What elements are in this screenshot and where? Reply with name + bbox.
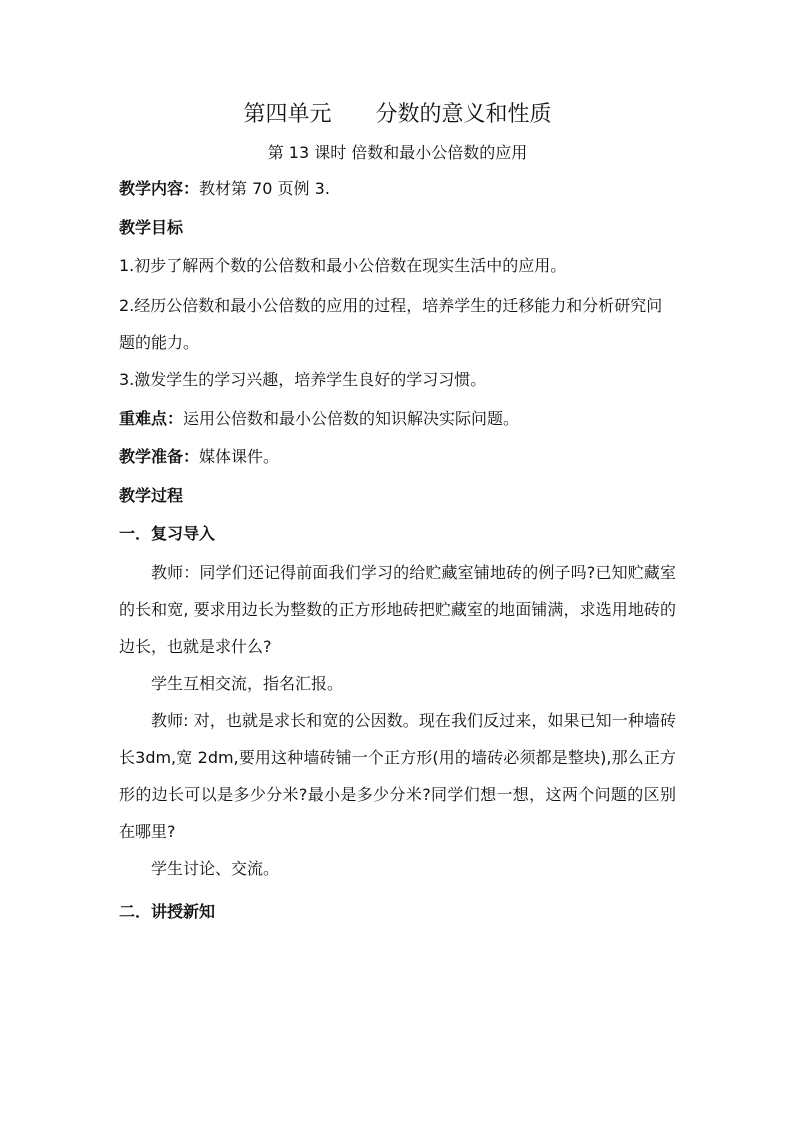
goal-item-3: 3.激发学生的学习兴趣，培养学生良好的学习习惯。 <box>119 370 487 389</box>
goal-item-1: 1.初步了解两个数的公倍数和最小公倍数在现实生活中的应用。 <box>119 256 567 275</box>
teaching-content <box>119 177 676 201</box>
goals-heading: 教学目标 <box>119 217 184 237</box>
section-review-body <box>119 554 676 887</box>
paragraph: 学生互相交流，指名汇报。 <box>151 674 344 693</box>
difficulty-text: 运用公倍数和最小公倍数的知识解决实际问题。 <box>183 408 520 428</box>
lesson-subtitle: 第 13 课时 倍数和最小公倍数的应用 <box>267 143 528 162</box>
difficulty <box>119 407 676 431</box>
preparation-text: 媒体课件。 <box>199 447 280 466</box>
paragraph: 教师: 对，也就是求长和宽的公因数。现在我们反过来，如果已知一种墙砖长3dm,宽 2dm,要用这种墙砖铺一个正方形(用的墙砖必须都是整块),那么正方形的边长可以是多少分米?最小是多少分米?同学们想一想，这两个问题的区别在哪里? <box>119 711 676 841</box>
difficulty-label: 重难点： <box>119 408 184 428</box>
teaching-content-text: 教材第 70 页例 3. <box>199 179 330 198</box>
process-heading: 教学过程 <box>119 485 184 505</box>
preparation-label: 教学准备： <box>119 447 200 466</box>
preparation <box>119 445 676 469</box>
goal-item-2: 2.经历公倍数和最小公倍数的应用的过程，培养学生的迁移能力和分析研究问题的能力。 <box>119 295 663 352</box>
teaching-content-label: 教学内容： <box>119 179 200 198</box>
section-heading-new-knowledge: 二．讲授新知 <box>119 902 216 921</box>
document-title: 第四单元 分数的意义和性质 <box>243 102 552 127</box>
paragraph: 教师：同学们还记得前面我们学习的给贮藏室铺地砖的例子吗?已知贮藏室的长和宽, 要求用边长为整数的正方形地砖把贮藏室的地面铺满，求选用地砖的边长，也就是求什么? <box>119 563 676 656</box>
paragraph: 学生讨论、交流。 <box>151 859 280 878</box>
section-heading-review: 一．复习导入 <box>119 524 216 543</box>
